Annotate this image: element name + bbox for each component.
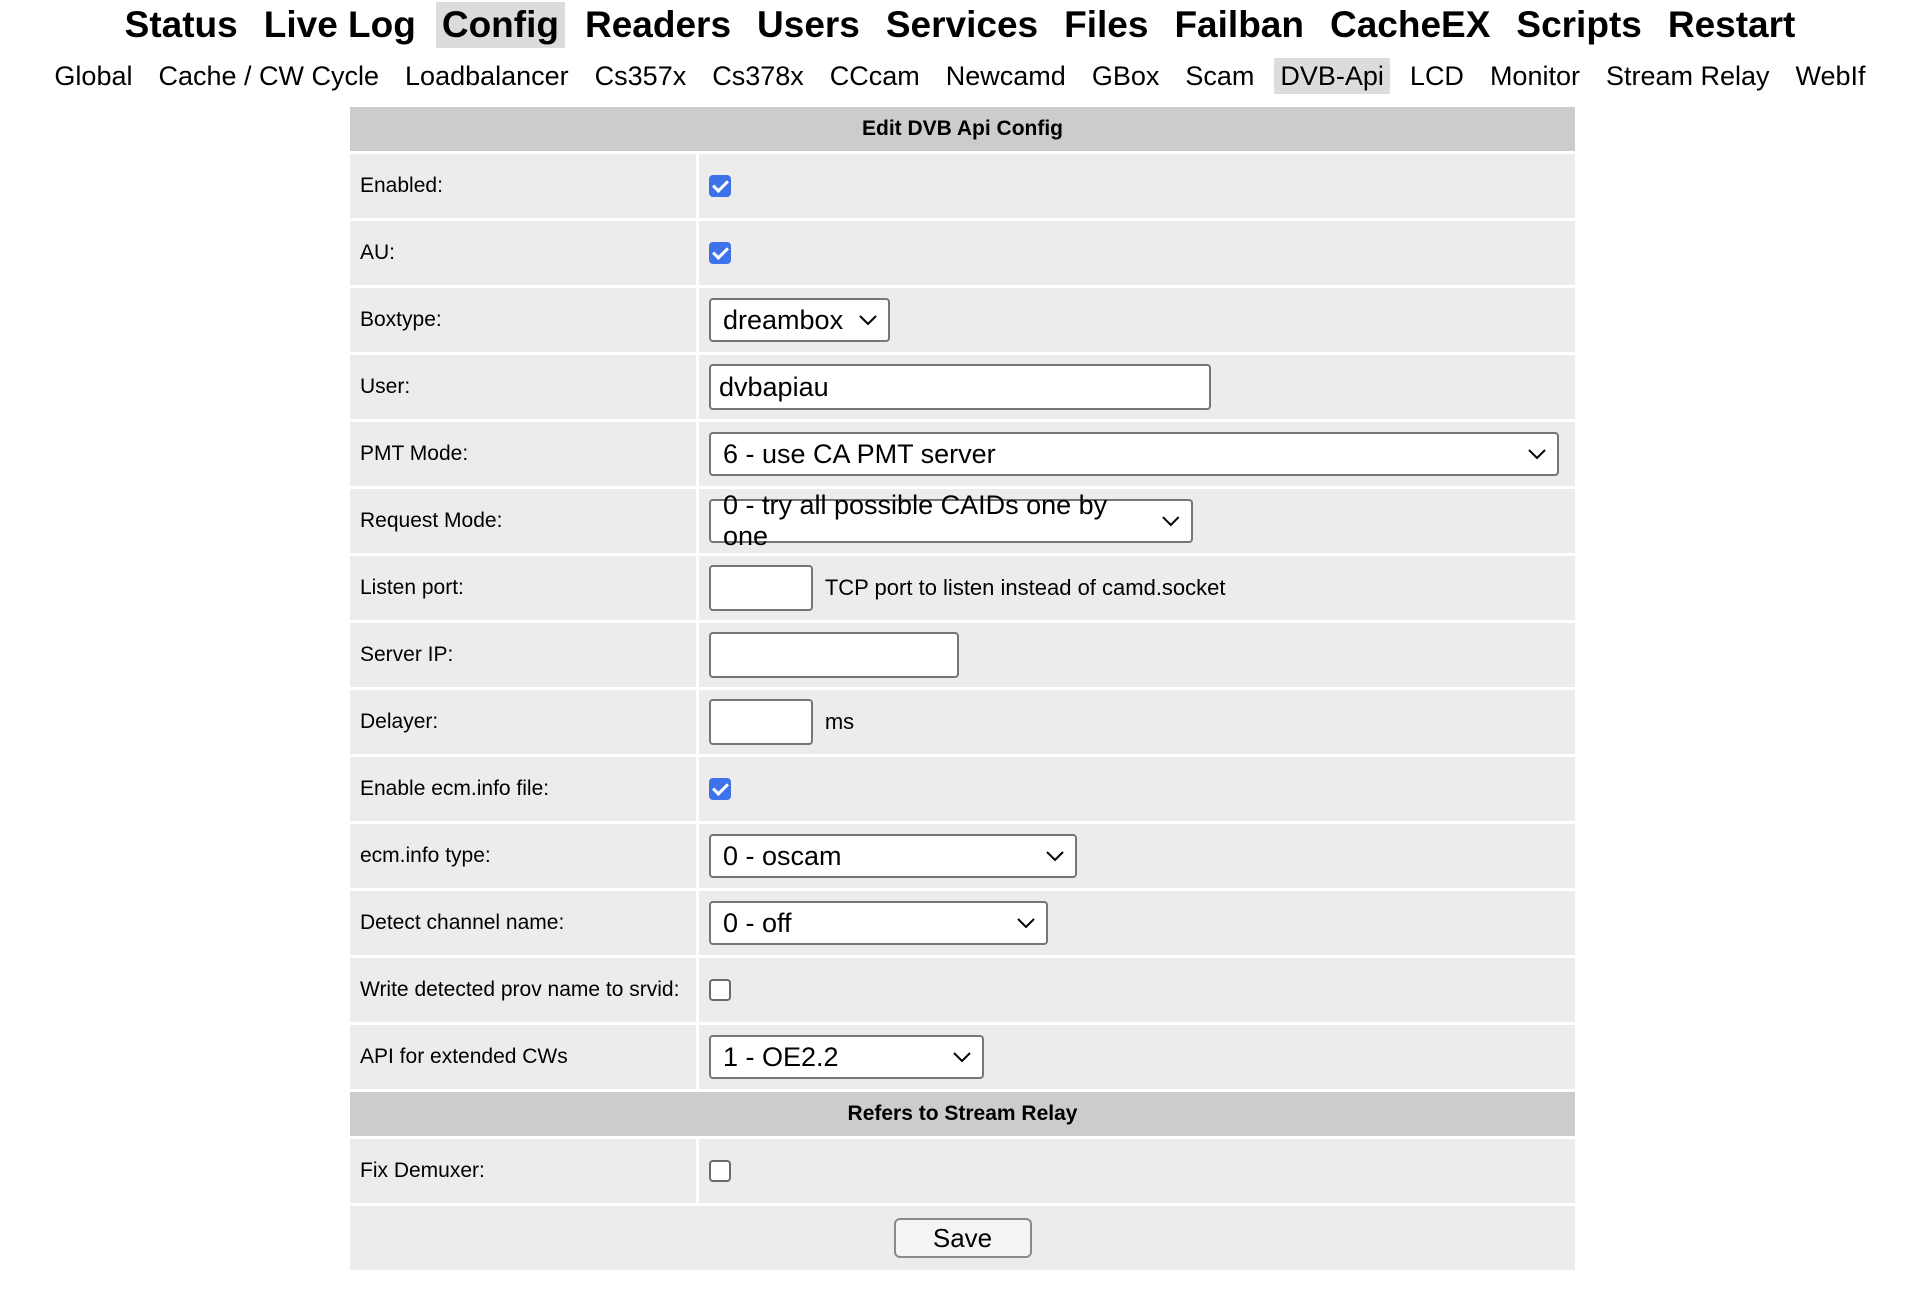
menu-cacheex[interactable]: CacheEX — [1329, 4, 1491, 45]
listen-port-label: Listen port: — [350, 556, 699, 620]
menu-readers[interactable]: Readers — [584, 4, 732, 45]
detect-channel-label: Detect channel name: — [350, 891, 699, 955]
save-row — [350, 1206, 1575, 1270]
pmt-mode-label: PMT Mode: — [350, 422, 699, 486]
row-pmt-mode — [350, 422, 1575, 486]
menu-live-log[interactable]: Live Log — [263, 4, 416, 45]
api-extended-label: API for extended CWs — [350, 1025, 699, 1089]
dvbapi-config-table — [350, 104, 1575, 1273]
submenu-cccam[interactable]: CCcam — [829, 61, 920, 91]
listen-port-input[interactable] — [709, 565, 813, 611]
au-checkbox[interactable] — [709, 242, 731, 264]
delayer-label: Delayer: — [350, 690, 699, 754]
pmt-mode-select[interactable] — [709, 432, 1559, 476]
submenu-webif[interactable]: WebIf — [1795, 61, 1866, 91]
api-extended-value: 1 - OE2.2 — [723, 1041, 839, 1072]
submenu-cs378x[interactable]: Cs378x — [712, 61, 804, 91]
submenu-cs357x[interactable]: Cs357x — [594, 61, 687, 91]
pmt-mode-value: 6 - use CA PMT server — [723, 438, 996, 469]
boxtype-value: dreambox — [723, 304, 844, 335]
config-sub-menu — [0, 56, 1920, 96]
submenu-global[interactable]: Global — [54, 61, 133, 91]
detect-channel-value: 0 - off — [723, 907, 792, 938]
menu-config[interactable]: Config — [436, 2, 565, 48]
submenu-gbox[interactable]: GBox — [1091, 61, 1160, 91]
submenu-stream-relay[interactable]: Stream Relay — [1605, 61, 1770, 91]
chevron-down-icon — [1161, 515, 1181, 527]
ecm-info-type-value: 0 - oscam — [723, 840, 842, 871]
menu-services[interactable]: Services — [885, 4, 1039, 45]
row-server-ip — [350, 623, 1575, 687]
row-enabled — [350, 154, 1575, 218]
server-ip-label: Server IP: — [350, 623, 699, 687]
row-ecm-info-type — [350, 824, 1575, 888]
submenu-newcamd[interactable]: Newcamd — [945, 61, 1066, 91]
write-prov-label: Write detected prov name to srvid: — [350, 958, 699, 1022]
fix-demuxer-label: Fix Demuxer: — [350, 1139, 699, 1203]
enabled-label: Enabled: — [350, 154, 699, 218]
save-button[interactable]: Save — [894, 1218, 1032, 1258]
row-listen-port — [350, 556, 1575, 620]
ecm-info-file-checkbox[interactable] — [709, 778, 731, 800]
main-menu — [0, 2, 1920, 48]
row-api-extended — [350, 1025, 1575, 1089]
user-label: User: — [350, 355, 699, 419]
detect-channel-select[interactable] — [709, 901, 1048, 945]
delayer-input[interactable] — [709, 699, 813, 745]
row-delayer — [350, 690, 1575, 754]
submenu-scam[interactable]: Scam — [1185, 61, 1255, 91]
fix-demuxer-checkbox[interactable] — [709, 1160, 731, 1182]
submenu-monitor[interactable]: Monitor — [1489, 61, 1580, 91]
write-prov-checkbox[interactable] — [709, 979, 731, 1001]
chevron-down-icon — [952, 1051, 972, 1063]
submenu-lcd[interactable]: LCD — [1409, 61, 1464, 91]
request-mode-value: 0 - try all possible CAIDs one by one — [723, 490, 1108, 551]
ecm-info-type-label: ecm.info type: — [350, 824, 699, 888]
form-title: Edit DVB Api Config — [350, 107, 1575, 151]
delayer-unit: ms — [824, 709, 855, 734]
menu-files[interactable]: Files — [1064, 4, 1149, 45]
server-ip-input[interactable] — [709, 632, 959, 678]
menu-status[interactable]: Status — [124, 4, 238, 45]
user-input[interactable]: dvbapiau — [709, 364, 1211, 410]
ecm-info-type-select[interactable] — [709, 834, 1077, 878]
listen-port-hint: TCP port to listen instead of camd.socket — [824, 575, 1226, 600]
row-request-mode — [350, 489, 1575, 553]
boxtype-label: Boxtype: — [350, 288, 699, 352]
chevron-down-icon — [1527, 448, 1547, 460]
row-write-prov — [350, 958, 1575, 1022]
request-mode-select[interactable] — [709, 490, 1193, 551]
chevron-down-icon — [1016, 917, 1036, 929]
menu-users[interactable]: Users — [757, 4, 860, 45]
enabled-checkbox[interactable] — [709, 175, 731, 197]
api-extended-select[interactable] — [709, 1035, 984, 1079]
menu-failban[interactable]: Failban — [1174, 4, 1304, 45]
chevron-down-icon — [858, 314, 878, 326]
row-detect-channel — [350, 891, 1575, 955]
submenu-cache-cw-cycle[interactable]: Cache / CW Cycle — [158, 61, 380, 91]
submenu-loadbalancer[interactable]: Loadbalancer — [405, 61, 569, 91]
row-fix-demuxer — [350, 1139, 1575, 1203]
row-ecm-info-file — [350, 757, 1575, 821]
chevron-down-icon — [1045, 850, 1065, 862]
menu-restart[interactable]: Restart — [1667, 4, 1796, 45]
au-label: AU: — [350, 221, 699, 285]
submenu-dvb-api[interactable]: DVB-Api — [1274, 58, 1390, 94]
row-boxtype — [350, 288, 1575, 352]
section-stream-relay: Refers to Stream Relay — [350, 1092, 1575, 1136]
row-au — [350, 221, 1575, 285]
ecm-info-file-label: Enable ecm.info file: — [350, 757, 699, 821]
row-user — [350, 355, 1575, 419]
request-mode-label: Request Mode: — [350, 489, 699, 553]
menu-scripts[interactable]: Scripts — [1516, 4, 1642, 45]
boxtype-select[interactable] — [709, 298, 890, 342]
